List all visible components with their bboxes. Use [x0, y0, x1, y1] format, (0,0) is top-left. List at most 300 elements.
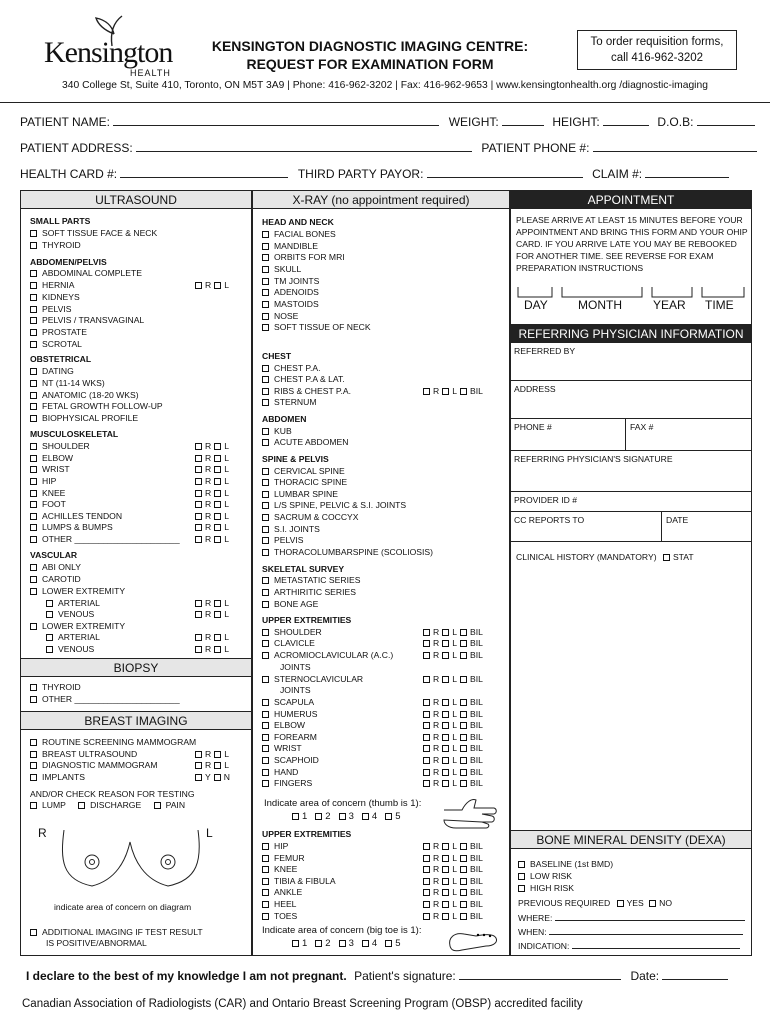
- exam-item[interactable]: [518, 883, 574, 893]
- checkbox[interactable]: [262, 901, 269, 908]
- exam-item[interactable]: [30, 390, 139, 400]
- checkbox[interactable]: [423, 901, 430, 908]
- exam-item[interactable]: [30, 464, 70, 474]
- checkbox[interactable]: [262, 439, 269, 446]
- checkbox[interactable]: [423, 780, 430, 787]
- side-options[interactable]: [192, 644, 229, 654]
- checkbox[interactable]: [195, 513, 202, 520]
- exam-item[interactable]: [30, 366, 74, 376]
- checkbox[interactable]: [423, 722, 430, 729]
- cc-date-field[interactable]: DATE: [662, 512, 752, 542]
- side-options[interactable]: [420, 709, 483, 719]
- side-options[interactable]: [192, 632, 229, 642]
- checkbox[interactable]: [442, 652, 449, 659]
- checkbox[interactable]: [423, 757, 430, 764]
- exam-item[interactable]: [262, 587, 356, 597]
- checkbox[interactable]: [30, 392, 37, 399]
- checkbox[interactable]: [30, 802, 37, 809]
- checkbox[interactable]: [315, 940, 322, 947]
- checkbox[interactable]: [460, 629, 467, 636]
- exam-item[interactable]: [46, 632, 100, 642]
- checkbox[interactable]: [30, 341, 37, 348]
- exam-item[interactable]: [262, 535, 303, 545]
- checkbox[interactable]: [460, 722, 467, 729]
- checkbox[interactable]: [214, 774, 221, 781]
- checkbox[interactable]: [214, 513, 221, 520]
- side-options[interactable]: [192, 499, 229, 509]
- exam-item[interactable]: [30, 280, 74, 290]
- checkbox[interactable]: [30, 564, 37, 571]
- checkbox[interactable]: [518, 873, 525, 880]
- side-options[interactable]: [420, 767, 483, 777]
- checkbox[interactable]: [262, 479, 269, 486]
- checkbox[interactable]: [46, 646, 53, 653]
- checkbox[interactable]: [30, 455, 37, 462]
- checkbox[interactable]: [30, 501, 37, 508]
- checkbox[interactable]: [442, 901, 449, 908]
- side-options[interactable]: [192, 534, 229, 544]
- checkbox[interactable]: [195, 443, 202, 450]
- exam-item[interactable]: [262, 524, 320, 534]
- exam-item[interactable]: [262, 755, 319, 765]
- indication-field[interactable]: [572, 940, 740, 949]
- exam-item[interactable]: [262, 887, 302, 897]
- exam-item[interactable]: [262, 287, 319, 297]
- checkbox[interactable]: [154, 802, 161, 809]
- checkbox[interactable]: [195, 611, 202, 618]
- checkbox[interactable]: [195, 751, 202, 758]
- clinical-history[interactable]: [516, 551, 694, 563]
- checkbox[interactable]: [442, 878, 449, 885]
- checkbox[interactable]: [262, 757, 269, 764]
- checkbox[interactable]: [460, 889, 467, 896]
- checkbox[interactable]: [442, 757, 449, 764]
- checkbox[interactable]: [442, 711, 449, 718]
- checkbox[interactable]: [262, 428, 269, 435]
- checkbox[interactable]: [423, 629, 430, 636]
- checkbox[interactable]: [362, 813, 369, 820]
- checkbox[interactable]: [30, 696, 37, 703]
- checkbox[interactable]: [30, 739, 37, 746]
- exam-item[interactable]: [30, 488, 65, 498]
- checkbox[interactable]: [214, 646, 221, 653]
- checkbox[interactable]: [460, 699, 467, 706]
- checkbox[interactable]: [30, 329, 37, 336]
- checkbox[interactable]: [262, 629, 269, 636]
- side-options[interactable]: [420, 876, 483, 886]
- exam-item[interactable]: [262, 627, 322, 637]
- checkbox[interactable]: [30, 403, 37, 410]
- checkbox[interactable]: [195, 762, 202, 769]
- checkbox[interactable]: [30, 623, 37, 630]
- exam-item[interactable]: [30, 737, 196, 747]
- checkbox[interactable]: [460, 388, 467, 395]
- checkbox[interactable]: [460, 901, 467, 908]
- checkbox[interactable]: [442, 780, 449, 787]
- exam-item[interactable]: [262, 229, 336, 239]
- checkbox[interactable]: [195, 455, 202, 462]
- checkbox[interactable]: [30, 576, 37, 583]
- exam-item[interactable]: [30, 562, 81, 572]
- checkbox[interactable]: [423, 388, 430, 395]
- checkbox[interactable]: [30, 524, 37, 531]
- checkbox[interactable]: [442, 640, 449, 647]
- where-field[interactable]: [555, 912, 745, 921]
- checkbox[interactable]: [460, 640, 467, 647]
- checkbox[interactable]: [30, 588, 37, 595]
- exam-item[interactable]: [262, 697, 314, 707]
- checkbox[interactable]: [339, 813, 346, 820]
- exam-item[interactable]: [30, 522, 113, 532]
- exam-item[interactable]: [30, 315, 144, 325]
- checkbox[interactable]: [362, 940, 369, 947]
- checkbox[interactable]: [460, 855, 467, 862]
- checkbox[interactable]: [262, 549, 269, 556]
- checkbox[interactable]: [262, 652, 269, 659]
- exam-item[interactable]: [30, 240, 81, 250]
- exam-item[interactable]: [262, 853, 305, 863]
- checkbox[interactable]: [262, 254, 269, 261]
- patient-signature-field[interactable]: [459, 968, 621, 980]
- checkbox[interactable]: [663, 554, 670, 561]
- exam-item[interactable]: [30, 292, 80, 302]
- checkbox[interactable]: [214, 466, 221, 473]
- appointment-date-fields[interactable]: [516, 283, 748, 299]
- exam-item[interactable]: [262, 876, 336, 886]
- checkbox[interactable]: [30, 929, 37, 936]
- side-options[interactable]: [420, 778, 483, 788]
- height-field[interactable]: [603, 114, 649, 126]
- checkbox[interactable]: [262, 866, 269, 873]
- exam-item[interactable]: [30, 304, 71, 314]
- exam-item[interactable]: [30, 413, 138, 423]
- exam-item[interactable]: [262, 575, 360, 585]
- exam-item[interactable]: [30, 749, 137, 759]
- checkbox[interactable]: [442, 676, 449, 683]
- weight-field[interactable]: [502, 114, 544, 126]
- checkbox[interactable]: [262, 231, 269, 238]
- checkbox[interactable]: [617, 900, 624, 907]
- side-options[interactable]: [192, 476, 229, 486]
- checkbox[interactable]: [442, 913, 449, 920]
- checkbox[interactable]: [460, 676, 467, 683]
- checkbox[interactable]: [460, 652, 467, 659]
- checkbox[interactable]: [262, 502, 269, 509]
- checkbox[interactable]: [518, 885, 525, 892]
- checkbox[interactable]: [30, 774, 37, 781]
- checkbox[interactable]: [195, 536, 202, 543]
- third-party-field[interactable]: [427, 166, 583, 178]
- checkbox[interactable]: [423, 843, 430, 850]
- checkbox[interactable]: [214, 611, 221, 618]
- checkbox[interactable]: [214, 478, 221, 485]
- exam-item[interactable]: [262, 437, 349, 447]
- checkbox[interactable]: [46, 611, 53, 618]
- checkbox[interactable]: [423, 699, 430, 706]
- checkbox[interactable]: [339, 940, 346, 947]
- dob-field[interactable]: [697, 114, 755, 126]
- checkbox[interactable]: [262, 491, 269, 498]
- exam-item[interactable]: [30, 586, 125, 596]
- checkbox[interactable]: [442, 722, 449, 729]
- checkbox[interactable]: [262, 301, 269, 308]
- side-options[interactable]: [192, 453, 229, 463]
- exam-item[interactable]: [30, 574, 81, 584]
- exam-item[interactable]: [262, 743, 302, 753]
- checkbox[interactable]: [195, 634, 202, 641]
- declaration-date-field[interactable]: [662, 968, 728, 980]
- checkbox[interactable]: [315, 813, 322, 820]
- exam-item[interactable]: [30, 772, 85, 782]
- checkbox[interactable]: [262, 313, 269, 320]
- exam-item[interactable]: [262, 241, 318, 251]
- exam-item[interactable]: [262, 638, 315, 648]
- checkbox[interactable]: [214, 536, 221, 543]
- fax-field[interactable]: FAX #: [626, 419, 752, 451]
- exam-item[interactable]: [262, 264, 301, 274]
- checkbox[interactable]: [30, 368, 37, 375]
- provider-id-field[interactable]: PROVIDER ID #: [510, 492, 752, 512]
- side-options[interactable]: [420, 674, 483, 684]
- checkbox[interactable]: [460, 711, 467, 718]
- exam-item[interactable]: [262, 477, 347, 487]
- checkbox[interactable]: [423, 769, 430, 776]
- checkbox[interactable]: [262, 514, 269, 521]
- checkbox[interactable]: [649, 900, 656, 907]
- checkbox[interactable]: [214, 443, 221, 450]
- side-options[interactable]: [420, 638, 483, 648]
- checkbox[interactable]: [423, 652, 430, 659]
- checkbox[interactable]: [30, 513, 37, 520]
- exam-item[interactable]: [30, 760, 158, 770]
- exam-item[interactable]: [262, 911, 297, 921]
- checkbox[interactable]: [262, 266, 269, 273]
- checkbox[interactable]: [195, 466, 202, 473]
- patient-address-field[interactable]: [136, 140, 472, 152]
- exam-item[interactable]: [280, 685, 311, 695]
- checkbox[interactable]: [214, 524, 221, 531]
- checkbox[interactable]: [30, 684, 37, 691]
- exam-item[interactable]: [262, 466, 345, 476]
- exam-item[interactable]: [262, 709, 317, 719]
- checkbox[interactable]: [442, 734, 449, 741]
- exam-item[interactable]: [30, 339, 82, 349]
- side-options[interactable]: [420, 755, 483, 765]
- checkbox[interactable]: [30, 306, 37, 313]
- side-options[interactable]: [420, 743, 483, 753]
- exam-item[interactable]: [262, 547, 433, 557]
- checkbox[interactable]: [423, 745, 430, 752]
- claim-field[interactable]: [645, 166, 729, 178]
- checkbox[interactable]: [30, 478, 37, 485]
- exam-item[interactable]: [30, 453, 73, 463]
- exam-item[interactable]: [30, 441, 90, 451]
- checkbox[interactable]: [262, 243, 269, 250]
- checkbox[interactable]: [30, 415, 37, 422]
- when-field[interactable]: [549, 926, 743, 935]
- checkbox[interactable]: [262, 468, 269, 475]
- exam-item[interactable]: [262, 778, 312, 788]
- exam-item[interactable]: [262, 311, 298, 321]
- checkbox[interactable]: [262, 913, 269, 920]
- checkbox[interactable]: [423, 676, 430, 683]
- exam-item[interactable]: [30, 621, 125, 631]
- exam-item[interactable]: [30, 378, 105, 388]
- checkbox[interactable]: [460, 769, 467, 776]
- side-options[interactable]: [420, 697, 483, 707]
- address-field[interactable]: ADDRESS: [510, 381, 752, 419]
- checkbox[interactable]: [460, 913, 467, 920]
- side-options[interactable]: [192, 760, 229, 770]
- exam-item[interactable]: [262, 674, 363, 684]
- checkbox[interactable]: [195, 501, 202, 508]
- side-options[interactable]: [192, 511, 229, 521]
- checkbox[interactable]: [262, 676, 269, 683]
- side-options[interactable]: [420, 650, 483, 660]
- checkbox[interactable]: [30, 242, 37, 249]
- side-options[interactable]: [192, 441, 229, 451]
- checkbox[interactable]: [518, 861, 525, 868]
- checkbox[interactable]: [30, 536, 37, 543]
- patient-name-field[interactable]: [113, 114, 439, 126]
- checkbox[interactable]: [262, 734, 269, 741]
- exam-item[interactable]: [518, 871, 572, 881]
- checkbox[interactable]: [442, 855, 449, 862]
- checkbox[interactable]: [423, 889, 430, 896]
- checkbox[interactable]: [46, 600, 53, 607]
- exam-item[interactable]: [30, 694, 180, 704]
- checkbox[interactable]: [195, 774, 202, 781]
- patient-phone-field[interactable]: [593, 140, 757, 152]
- checkbox[interactable]: [195, 600, 202, 607]
- exam-item[interactable]: [46, 609, 94, 619]
- checkbox[interactable]: [460, 878, 467, 885]
- exam-item[interactable]: [30, 476, 56, 486]
- side-options[interactable]: [420, 732, 483, 742]
- checkbox[interactable]: [262, 589, 269, 596]
- exam-item[interactable]: [262, 397, 317, 407]
- referred-by-field[interactable]: REFERRED BY: [510, 343, 752, 381]
- checkbox[interactable]: [30, 762, 37, 769]
- exam-item[interactable]: [262, 252, 345, 262]
- checkbox[interactable]: [423, 640, 430, 647]
- checkbox[interactable]: [442, 629, 449, 636]
- side-options[interactable]: [192, 522, 229, 532]
- checkbox[interactable]: [30, 294, 37, 301]
- exam-item[interactable]: [262, 322, 371, 332]
- exam-item[interactable]: [30, 511, 122, 521]
- checkbox[interactable]: [262, 537, 269, 544]
- checkbox[interactable]: [460, 780, 467, 787]
- checkbox[interactable]: [262, 745, 269, 752]
- checkbox[interactable]: [262, 878, 269, 885]
- phone-field[interactable]: PHONE #: [510, 419, 626, 451]
- checkbox[interactable]: [385, 940, 392, 947]
- checkbox[interactable]: [262, 278, 269, 285]
- checkbox[interactable]: [460, 843, 467, 850]
- checkbox[interactable]: [262, 843, 269, 850]
- exam-item[interactable]: [262, 899, 296, 909]
- exam-item[interactable]: [262, 864, 297, 874]
- checkbox[interactable]: [442, 769, 449, 776]
- checkbox[interactable]: [423, 866, 430, 873]
- exam-item[interactable]: [262, 650, 393, 660]
- checkbox[interactable]: [195, 282, 202, 289]
- exam-item[interactable]: [30, 682, 81, 692]
- side-options[interactable]: [420, 627, 483, 637]
- checkbox[interactable]: [30, 282, 37, 289]
- checkbox[interactable]: [460, 734, 467, 741]
- side-options[interactable]: [420, 887, 483, 897]
- health-card-field[interactable]: [120, 166, 288, 178]
- checkbox[interactable]: [423, 711, 430, 718]
- side-options[interactable]: [420, 841, 483, 851]
- side-options[interactable]: [192, 609, 229, 619]
- checkbox[interactable]: [214, 455, 221, 462]
- checkbox[interactable]: [30, 466, 37, 473]
- cc-reports-field[interactable]: CC REPORTS TO: [510, 512, 662, 542]
- checkbox[interactable]: [195, 478, 202, 485]
- exam-item[interactable]: [262, 732, 317, 742]
- side-options[interactable]: [192, 598, 229, 608]
- exam-item[interactable]: [262, 489, 338, 499]
- checkbox[interactable]: [214, 600, 221, 607]
- checkbox[interactable]: [292, 940, 299, 947]
- checkbox[interactable]: [262, 855, 269, 862]
- checkbox[interactable]: [423, 878, 430, 885]
- exam-item[interactable]: [262, 767, 298, 777]
- checkbox[interactable]: [262, 711, 269, 718]
- exam-item[interactable]: [262, 599, 318, 609]
- checkbox[interactable]: [214, 634, 221, 641]
- signature-field[interactable]: REFERRING PHYSICIAN'S SIGNATURE: [510, 451, 752, 492]
- side-options[interactable]: [420, 911, 483, 921]
- checkbox[interactable]: [262, 640, 269, 647]
- checkbox[interactable]: [442, 889, 449, 896]
- checkbox[interactable]: [30, 270, 37, 277]
- checkbox[interactable]: [262, 289, 269, 296]
- checkbox[interactable]: [195, 646, 202, 653]
- exam-item[interactable]: [30, 327, 87, 337]
- checkbox[interactable]: [30, 490, 37, 497]
- exam-item[interactable]: [262, 276, 319, 286]
- checkbox[interactable]: [30, 230, 37, 237]
- checkbox[interactable]: [460, 757, 467, 764]
- exam-item[interactable]: [280, 662, 311, 672]
- exam-item[interactable]: [46, 598, 100, 608]
- checkbox[interactable]: [262, 526, 269, 533]
- exam-item[interactable]: [262, 500, 406, 510]
- checkbox[interactable]: [262, 780, 269, 787]
- checkbox[interactable]: [195, 524, 202, 531]
- side-options[interactable]: [420, 386, 483, 396]
- checkbox[interactable]: [442, 388, 449, 395]
- checkbox[interactable]: [262, 601, 269, 608]
- exam-item[interactable]: [30, 228, 157, 238]
- exam-item[interactable]: [30, 534, 180, 544]
- checkbox[interactable]: [292, 813, 299, 820]
- checkbox[interactable]: [423, 855, 430, 862]
- side-options[interactable]: [192, 464, 229, 474]
- checkbox[interactable]: [460, 866, 467, 873]
- checkbox[interactable]: [262, 699, 269, 706]
- exam-item[interactable]: [30, 499, 66, 509]
- checkbox[interactable]: [442, 699, 449, 706]
- checkbox[interactable]: [262, 769, 269, 776]
- checkbox[interactable]: [423, 913, 430, 920]
- exam-item[interactable]: [262, 841, 288, 851]
- checkbox[interactable]: [214, 762, 221, 769]
